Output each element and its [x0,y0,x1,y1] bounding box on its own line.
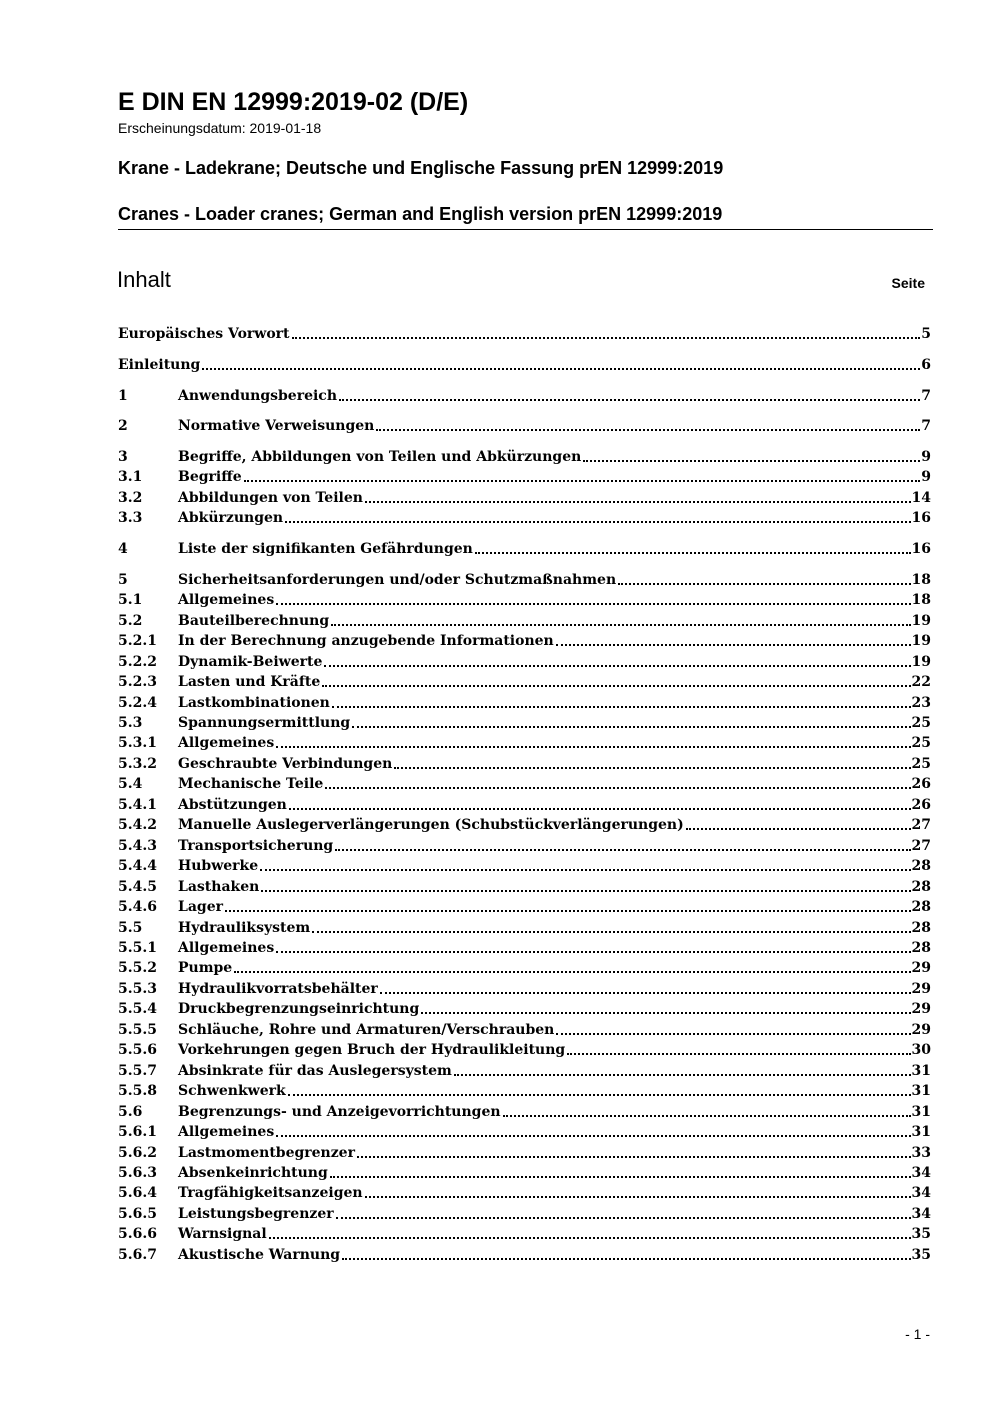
toc-dot-leader [567,1053,910,1055]
toc-entry-number: 5.6.5 [118,1205,157,1222]
toc-entry[interactable] [118,467,931,487]
toc-dot-leader [618,583,910,585]
toc-dot-leader [260,869,910,871]
toc-dot-leader [285,521,910,523]
toc-entry-title: Einleitung [118,356,201,373]
toc-dot-leader [380,992,911,994]
toc-entry[interactable] [118,590,931,610]
toc-entry-number: 5.6 [118,1103,143,1120]
toc-entry[interactable] [118,672,931,692]
toc-entry-page: 5 [921,326,931,342]
toc-dot-leader [421,1012,910,1014]
toc-entry-title: Allgemeines [178,1124,275,1140]
toc-entry[interactable] [118,355,931,375]
toc-entry[interactable] [118,999,931,1019]
toc-entry-title: Absenkeinrichtung [178,1164,328,1181]
toc-dot-leader [324,665,910,667]
toc-entry-number: 5.5.8 [118,1083,157,1100]
toc-entry-title: Allgemeines [178,940,275,956]
toc-entry-number: 5.3.2 [118,755,157,772]
toc-entry-page: 34 [911,1185,931,1202]
toc-entry-page: 29 [911,1021,931,1038]
toc-entry[interactable] [118,979,931,999]
toc-entry-number: 5.4.5 [118,878,157,895]
page-number: - 1 - [905,1326,930,1342]
toc-entry-number: 5.6.7 [118,1246,157,1263]
toc-entry-title: Tragfähigkeitsanzeigen [178,1185,363,1202]
toc-entry[interactable] [118,631,931,651]
toc-entry-title: Vorkehrungen gegen Bruch der Hydraulikleitung [178,1042,566,1059]
toc-entry-number: 3.3 [118,510,143,527]
toc-entry-number: 5.4.3 [118,837,157,854]
toc-entry[interactable] [118,1040,931,1060]
toc-entry-page: 6 [921,356,931,373]
toc-dot-leader [276,603,910,605]
toc-dot-leader [276,746,910,748]
toc-entry-number: 4 [118,541,128,558]
toc-entry[interactable] [118,386,931,406]
toc-entry-number: 5.2 [118,612,143,629]
toc-entry-page: 29 [911,960,931,977]
toc-entry-title: In der Berechnung anzugebende Informationen [178,633,554,650]
toc-dot-leader [352,726,910,728]
toc-entry-title: Bauteilberechnung [178,612,330,629]
toc-entry-title: Lasthaken [178,878,260,895]
toc-entry-page: 25 [911,755,931,772]
toc-entry[interactable] [118,324,931,344]
toc-entry-page: 31 [911,1083,931,1100]
toc-entry-page: 30 [911,1042,931,1059]
toc-entry[interactable] [118,897,931,917]
toc-entry[interactable] [118,447,931,467]
toc-entry[interactable] [118,1143,931,1163]
toc-dot-leader [292,337,921,339]
toc-dot-leader [325,787,910,789]
toc-entry-page: 34 [911,1164,931,1181]
toc-dot-leader [288,1094,911,1096]
toc-entry-number: 5 [118,571,128,588]
toc-entry-title: Anwendungsbereich [178,387,337,404]
toc-dot-leader [365,501,911,503]
toc-entry[interactable] [118,1183,931,1203]
toc-entry-title: Geschraubte Verbindungen [178,755,393,772]
toc-entry-number: 5.5.6 [118,1042,157,1059]
toc-entry[interactable] [118,1245,931,1265]
toc-entry-page: 28 [911,919,931,936]
toc-entry-title: Manuelle Auslegerverlängerungen (Schubstückverlängerungen) [178,817,684,834]
toc-entry-number: 5.2.1 [118,633,157,650]
toc-entry-title: Allgemeines [178,592,275,609]
toc-dot-leader [503,1115,911,1117]
toc-entry-number: 5.5.3 [118,980,157,997]
toc-dot-leader [276,951,910,953]
toc-entry-page: 7 [921,418,931,435]
toc-entry-title: Begrenzungs- und Anzeigevorrichtungen [178,1103,501,1120]
toc-dot-leader [339,399,920,401]
toc-dot-leader [331,624,910,626]
toc-dot-leader [336,1217,911,1219]
toc-dot-leader [322,685,910,687]
toc-heading: Inhalt [117,267,171,292]
toc-entry[interactable] [118,1081,931,1101]
toc-entry-page: 27 [911,837,931,854]
toc-entry[interactable] [118,774,931,794]
toc-entry[interactable] [118,1102,931,1122]
toc-entry-number: 5.5.2 [118,960,157,977]
toc-entry[interactable] [118,754,931,774]
toc-entry-page: 35 [911,1246,931,1263]
toc-entry-title: Lastkombinationen [178,694,330,711]
toc-entry-title: Spannungsermittlung [178,715,351,731]
toc-entry-title: Transportsicherung [178,837,334,854]
toc-dot-leader [234,971,910,973]
toc-dot-leader [289,808,911,810]
toc-entry[interactable] [118,1163,931,1183]
toc-entry[interactable] [118,693,931,713]
toc-entry[interactable] [118,877,931,897]
title-english: Cranes - Loader cranes; German and English version prEN 12999:2019 [118,204,723,224]
toc-entry-page: 29 [911,1001,931,1018]
toc-entry-number: 5.3.1 [118,735,157,752]
toc-entry[interactable] [118,958,931,978]
toc-entry-number: 5.4.4 [118,858,157,875]
toc-dot-leader [475,552,911,554]
toc-entry[interactable] [118,836,931,856]
toc-entry-page: 25 [911,735,931,752]
toc-entry-number: 3.2 [118,489,143,506]
toc-entry-number: 5.4.6 [118,899,157,915]
toc-entry[interactable] [118,488,931,508]
toc-dot-leader [394,767,910,769]
toc-entry-title: Akustische Warnung [178,1246,341,1263]
toc-entry-number: 5.5.4 [118,1001,157,1018]
toc-entry-page: 31 [911,1124,931,1140]
toc-entry[interactable] [118,570,931,590]
toc-dot-leader [276,1135,910,1137]
publication-date: Erscheinungsdatum: 2019-01-18 [118,120,322,136]
toc-entry-title: Schwenkwerk [178,1083,286,1100]
toc-entry-number: 5.6.1 [118,1124,157,1140]
toc-dot-leader [365,1196,911,1198]
toc-dot-leader [225,910,911,912]
toc-entry-page: 31 [911,1103,931,1120]
toc-dot-leader [583,460,920,462]
toc-entry-title: Schläuche, Rohre und Armaturen/Verschrauben [178,1021,555,1038]
toc-entry-page: 28 [911,858,931,875]
toc-entry-page: 27 [911,817,931,834]
toc-entry-page: 14 [911,489,931,506]
toc-entry-title: Abstützungen [178,796,287,813]
toc-dot-leader [357,1156,911,1158]
toc-entry[interactable] [118,611,931,631]
toc-entry[interactable] [118,733,931,753]
toc-entry-title: Dynamik-Beiwerte [178,653,323,670]
toc-entry-title: Hydrauliksystem [178,919,311,936]
toc-entry-title: Sicherheitsanforderungen und/oder Schutzmaßnahmen [178,571,617,588]
toc-entry-page: 9 [921,469,931,486]
toc-entry[interactable] [118,795,931,815]
header-divider [118,229,933,230]
toc-entry-page: 9 [921,449,931,465]
toc-entry-title: Leistungsbegrenzer [178,1205,334,1222]
toc-entry-title: Mechanische Teile [178,776,324,793]
toc-entry-title: Begriffe [178,469,242,486]
toc-entry-title: Absinkrate für das Auslegersystem [178,1062,452,1079]
toc-entry[interactable] [118,815,931,835]
toc-entry-number: 5.6.4 [118,1185,157,1202]
toc-entry[interactable] [118,1204,931,1224]
toc-dot-leader [556,1033,910,1035]
toc-entry-page: 35 [911,1226,931,1243]
toc-entry-page: 29 [911,980,931,997]
toc-entry-title: Druckbegrenzungseinrichtung [178,1001,420,1018]
toc-entry-title: Lasten und Kräfte [178,674,321,691]
toc-entry-number: 2 [118,418,128,435]
toc-entry-page: 28 [911,940,931,956]
toc-entry-page: 18 [911,592,931,609]
toc-entry-title: Begriffe, Abbildungen von Teilen und Abkürzungen [178,449,582,465]
toc-entry-page: 18 [911,571,931,588]
toc-entry[interactable] [118,416,931,436]
toc-entry-number: 5.2.3 [118,674,157,691]
toc-entry-number: 5.4.1 [118,796,157,813]
toc-entry-number: 1 [118,387,128,404]
toc-entry-number: 5.1 [118,592,143,609]
toc-dot-leader [376,429,920,431]
toc-entry[interactable] [118,1224,931,1244]
toc-entry[interactable] [118,539,931,559]
toc-entry-title: Europäisches Vorwort [118,326,290,342]
toc-page-column-label: Seite [891,275,925,291]
toc-dot-leader [335,849,910,851]
toc-entry-number: 5.6.6 [118,1226,157,1243]
toc-entry-title: Hubwerke [178,858,259,875]
toc-entry-title: Warnsignal [178,1226,267,1243]
toc-entry-number: 5.2.4 [118,694,157,711]
toc-dot-leader [454,1074,911,1076]
toc-entry-page: 23 [911,694,931,711]
toc-dot-leader [269,1237,911,1239]
toc-entry-number: 5.5 [118,919,143,936]
toc-entry-number: 5.3 [118,715,143,731]
toc-entry-title: Abkürzungen [178,510,284,527]
toc-entry[interactable] [118,856,931,876]
toc-entry-title: Pumpe [178,960,233,977]
toc-entry-title: Hydraulikvorratsbehälter [178,980,378,997]
toc-entry-page: 25 [911,715,931,731]
toc-entry-title: Lager [178,899,223,915]
toc-entry[interactable] [118,1020,931,1040]
toc-entry-page: 26 [911,796,931,813]
toc-entry-page: 31 [911,1062,931,1079]
toc-entry-page: 22 [911,674,931,691]
toc-entry[interactable] [118,1061,931,1081]
toc-entry-page: 33 [911,1144,931,1161]
toc-dot-leader [686,828,911,830]
toc-dot-leader [312,931,910,933]
toc-entry[interactable] [118,652,931,672]
toc-entry-title: Normative Verweisungen [178,418,375,435]
toc-entry-number: 3 [118,449,128,465]
toc-entry-page: 16 [911,510,931,527]
toc-entry[interactable] [118,713,931,733]
toc-entry-number: 3.1 [118,469,143,486]
toc-dot-leader [330,1176,911,1178]
toc-dot-leader [556,644,911,646]
document-id: E DIN EN 12999:2019-02 (D/E) [118,88,469,116]
toc-dot-leader [261,890,910,892]
toc-entry-page: 34 [911,1205,931,1222]
toc-entry[interactable] [118,918,931,938]
toc-entry-page: 28 [911,878,931,895]
toc-entry-number: 5.6.2 [118,1144,157,1161]
toc-entry-page: 19 [911,653,931,670]
toc-dot-leader [202,368,920,370]
toc-entry[interactable] [118,938,931,958]
toc-entry-number: 5.5.7 [118,1062,157,1079]
toc-entry-page: 7 [921,387,931,404]
toc-entry-page: 28 [911,899,931,915]
toc-entry[interactable] [118,508,931,528]
toc-entry-number: 5.5.1 [118,940,157,956]
toc-entry-number: 5.2.2 [118,653,157,670]
toc-entry-title: Allgemeines [178,735,275,752]
toc-entry-page: 26 [911,776,931,793]
toc-entry-number: 5.6.3 [118,1164,157,1181]
toc-entry-title: Abbildungen von Teilen [178,489,363,506]
toc-entry-number: 5.4.2 [118,817,157,834]
toc-entry-number: 5.4 [118,776,143,793]
toc-entry-page: 16 [911,541,931,558]
toc-dot-leader [342,1258,910,1260]
toc-dot-leader [332,706,911,708]
toc-entry-page: 19 [911,612,931,629]
toc-entry-title: Liste der signifikanten Gefährdungen [178,541,473,558]
title-german: Krane - Ladekrane; Deutsche und Englische Fassung prEN 12999:2019 [118,158,724,178]
toc-entry-number: 5.5.5 [118,1021,157,1038]
toc-entry-title: Lastmomentbegrenzer [178,1144,355,1161]
toc-entry-page: 19 [911,633,931,650]
toc-dot-leader [244,480,921,482]
toc-entry[interactable] [118,1122,931,1142]
